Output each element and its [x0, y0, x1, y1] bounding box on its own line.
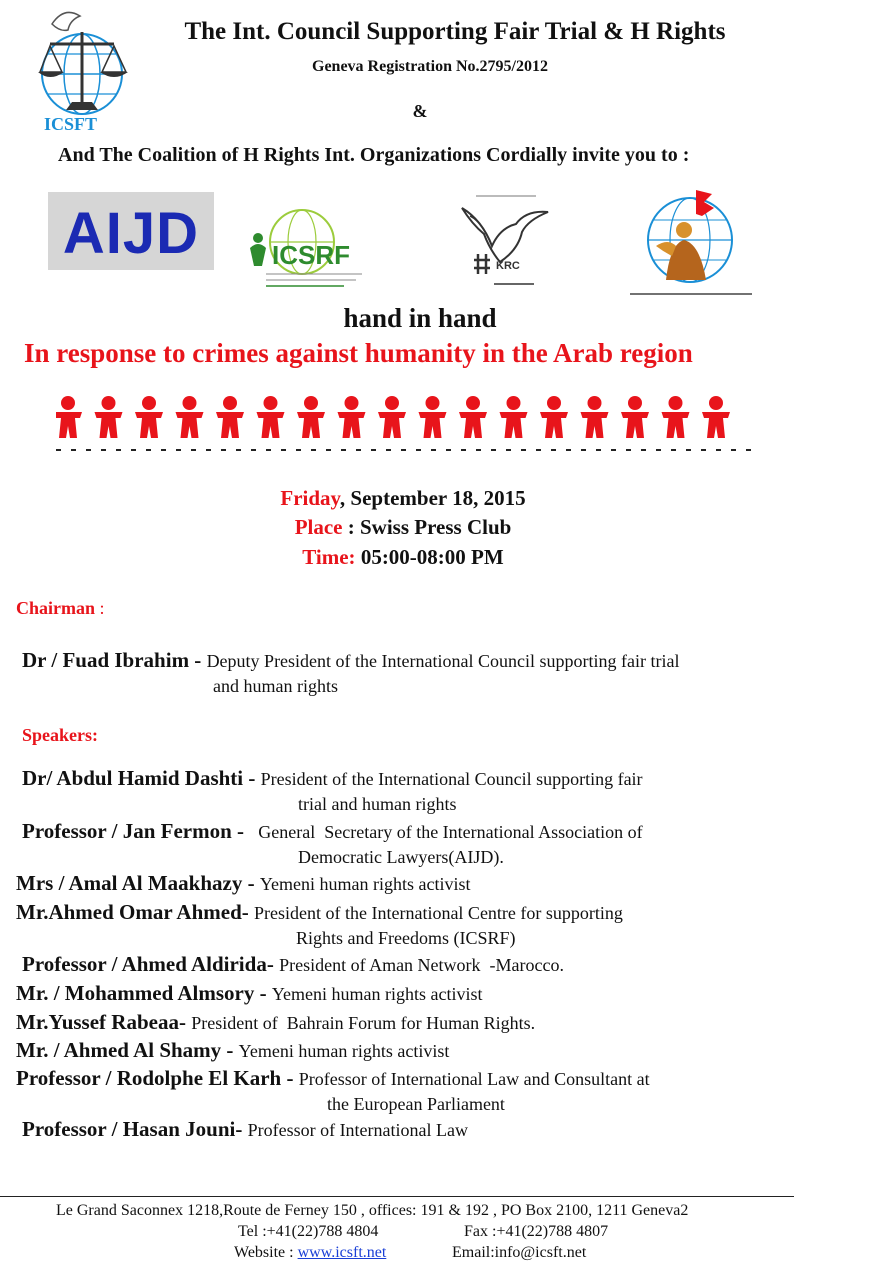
person-figure — [216, 396, 244, 438]
website-label: Website : — [234, 1244, 298, 1261]
slogan-response: In response to crimes against humanity in the Arab region — [24, 338, 693, 368]
speaker-description: President of the International Council supporting fair — [260, 769, 643, 789]
krc-logo — [456, 190, 556, 290]
chairman-name: Dr / Fuad Ibrahim - — [22, 648, 207, 672]
time-label: Time: — [302, 545, 356, 569]
bahrain-forum-logo — [626, 186, 756, 302]
speaker-description: Yemeni human rights activist — [271, 984, 483, 1004]
dove-icon — [456, 190, 556, 290]
speakers-label: Speakers: — [22, 725, 98, 745]
bahrain-globe-icon — [626, 186, 756, 302]
speaker-description-cont: Rights and Freedoms (ICSRF) — [296, 928, 516, 948]
person-figure — [581, 396, 609, 438]
speaker-description: Yemeni human rights activist — [259, 874, 471, 894]
speaker-description: Professor of International Law and Consultant at — [298, 1069, 650, 1089]
speaker-entry — [16, 1066, 650, 1091]
chairman-label-suffix: : — [95, 598, 105, 618]
people-chain-icon — [56, 394, 756, 456]
chairman-label — [16, 598, 105, 619]
day-label: Friday — [280, 486, 340, 510]
person-figure — [338, 396, 366, 438]
speaker-name: Mr. / Ahmed Al Shamy - — [16, 1038, 239, 1062]
person-figure — [378, 396, 406, 438]
footer-email: Email:info@icsft.net — [452, 1244, 587, 1261]
speaker-description: President of Aman Network -Marocco. — [279, 955, 565, 975]
person-figure — [459, 396, 487, 438]
ampersand: & — [412, 101, 428, 121]
speaker-entry — [22, 819, 643, 844]
speaker-name: Mr.Yussef Rabeaa- — [16, 1010, 192, 1034]
person-figure — [702, 396, 730, 438]
speaker-name: Dr/ Abdul Hamid Dashti - — [22, 766, 261, 790]
person-figure — [257, 396, 285, 438]
speaker-name: Professor / Hasan Jouni- — [22, 1117, 248, 1141]
icsrf-logo — [244, 204, 374, 294]
chairman-entry — [22, 648, 679, 673]
speaker-entry — [16, 1010, 535, 1035]
person-figure — [662, 396, 690, 438]
website-link[interactable]: www.icsft.net — [297, 1244, 387, 1261]
speaker-name: Professor / Jan Fermon - — [22, 819, 250, 843]
icsft-logo-text: ICSFT — [44, 114, 98, 134]
slogan-hand-in-hand: hand in hand — [343, 303, 497, 333]
footer-divider — [0, 1196, 794, 1197]
speaker-description: Yemeni human rights activist — [238, 1041, 450, 1061]
event-time-line — [0, 545, 806, 570]
speaker-entry — [16, 900, 623, 925]
aijd-logo — [48, 192, 214, 270]
chairman-label-text: Chairman — [16, 598, 96, 618]
event-date-line — [0, 486, 806, 511]
organization-title: The Int. Council Supporting Fair Trial & H Rights — [184, 18, 726, 45]
place-label: Place — [294, 515, 343, 539]
speaker-description-cont: Democratic Lawyers(AIJD). — [298, 847, 504, 867]
person-figure — [419, 396, 447, 438]
speaker-name: Mr.Ahmed Omar Ahmed- — [16, 900, 254, 924]
speaker-description: General Secretary of the International Association of — [249, 822, 643, 842]
speaker-entry — [22, 1117, 468, 1142]
coalition-invitation: And The Coalition of H Rights Int. Organizations Cordially invite you to : — [58, 144, 690, 166]
person-figure — [56, 396, 82, 438]
person-figure — [540, 396, 568, 438]
event-place-line — [0, 515, 806, 540]
speaker-entry — [16, 871, 470, 896]
speaker-description-cont: trial and human rights — [298, 794, 457, 814]
event-place: : Swiss Press Club — [342, 515, 512, 539]
icsrf-logo-text: ICSRF — [272, 240, 350, 270]
person-figure — [500, 396, 528, 438]
speaker-entry — [16, 981, 483, 1006]
registration-number: Geneva Registration No.2795/2012 — [312, 58, 548, 75]
footer-tel: Tel :+41(22)788 4804 — [238, 1223, 379, 1240]
speaker-description-cont: the European Parliament — [327, 1094, 505, 1114]
person-figure — [297, 396, 325, 438]
speaker-name: Professor / Rodolphe El Karh - — [16, 1066, 299, 1090]
person-figure — [95, 396, 123, 438]
chairman-description-cont: and human rights — [213, 676, 338, 696]
speaker-description: President of Bahrain Forum for Human Rights. — [191, 1013, 536, 1033]
speaker-name: Mrs / Amal Al Maakhazy - — [16, 871, 260, 895]
chairman-description: Deputy President of the International Council supporting fair trial — [206, 651, 680, 671]
footer-address: Le Grand Saconnex 1218,Route de Ferney 150 , offices: 191 & 192 , PO Box 2100, 1211 Geneva2 — [56, 1202, 689, 1219]
krc-logo-text: KRC — [496, 260, 520, 272]
footer-website-line — [234, 1244, 386, 1262]
person-figure — [135, 396, 163, 438]
speaker-name: Mr. / Mohammed Almsory - — [16, 981, 272, 1005]
speaker-name: Professor / Ahmed Aldirida- — [22, 952, 280, 976]
footer-fax: Fax :+41(22)788 4807 — [464, 1223, 609, 1240]
speaker-description: President of the International Centre for supporting — [254, 903, 623, 923]
speaker-entry — [22, 952, 564, 977]
person-figure — [176, 396, 204, 438]
event-date: , September 18, 2015 — [339, 486, 526, 510]
aijd-logo-text: AIJD — [62, 201, 200, 266]
speaker-entry — [16, 1038, 449, 1063]
people-chain-illustration — [56, 394, 756, 456]
person-figure — [621, 396, 649, 438]
speaker-description: Professor of International Law — [247, 1120, 469, 1140]
speaker-entry — [22, 766, 643, 791]
event-time: 05:00-08:00 PM — [355, 545, 504, 569]
